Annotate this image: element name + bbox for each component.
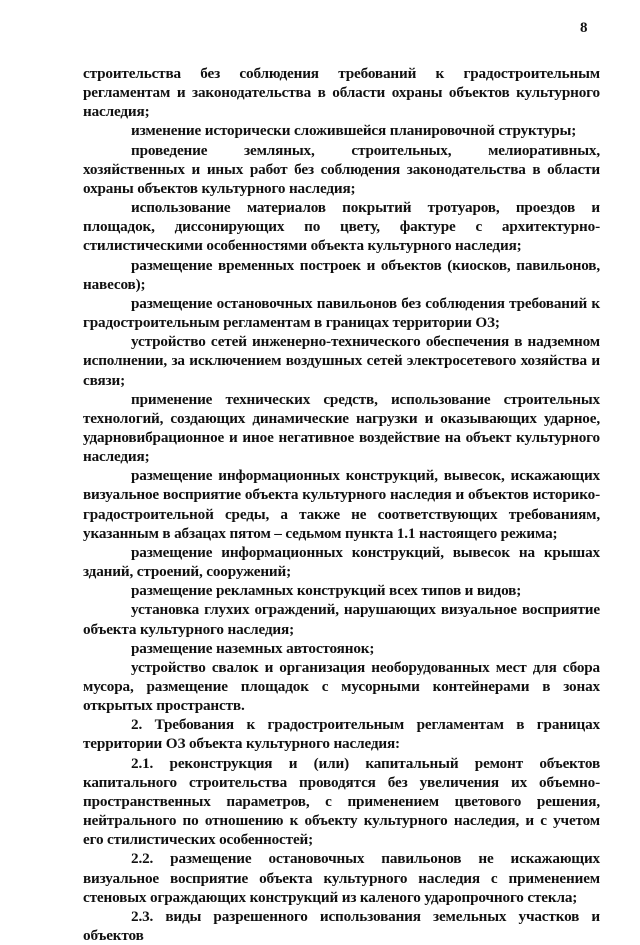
paragraph: размещение информационных конструкций, вывесок на крышах зданий, строений, сооружений; (83, 543, 600, 581)
page-number: 8 (580, 20, 588, 36)
paragraph: размещение информационных конструкций, вывесок, искажающих визуальное восприятие объекта культурного наследия и объектов историко-градостроительной среды, а также не соответствующих требованиям, указанным в абзацах пятом – седьмом пункта 1.1 настоящего режима; (83, 467, 600, 542)
paragraph: изменение исторически сложившейся планировочной структуры; (131, 122, 577, 140)
paragraph: строительства без соблюдения требований к градостроительным регламентам и законодательства в области охраны объектов культурного наследия; (83, 65, 600, 121)
paragraph: 2. Требования к градостроительным регламентам в границах территории ОЗ объекта культурного наследия: (83, 716, 600, 753)
paragraph: 2.3. виды разрешенного использования земельных участков и объектов (83, 907, 600, 945)
paragraph: устройство свалок и организация необорудованных мест для сбора мусора, размещение площадок с мусорными контейнерами в зонах открытых пространств. (83, 658, 600, 715)
paragraph: размещение временных построек и объектов (киосков, павильонов, навесов); (83, 256, 600, 293)
document-body (83, 64, 600, 945)
paragraph: устройство сетей инженерно-технического обеспечения в надземном исполнении, за исключением воздушных сетей электросетевого хозяйства и связи; (83, 333, 600, 389)
paragraph: размещение наземных автостоянок; (131, 639, 375, 657)
paragraph: 2.1. реконструкция и (или) капитальный ремонт объектов капитального строительства проводятся без увеличения их объемно-пространственных параметров, с применением цветового решения, нейтрального по отношению к объекту культурного наследия, и с учетом его стилистических особенностей; (83, 754, 600, 849)
paragraph: размещение рекламных конструкций всех типов и видов; (131, 582, 522, 600)
paragraph: установка глухих ограждений, нарушающих визуальное восприятие объекта культурного наследия; (83, 601, 600, 638)
paragraph: проведение земляных, строительных, мелиоративных, хозяйственных и иных работ без соблюдения законодательства в области охраны объектов культурного наследия; (83, 141, 600, 197)
paragraph: размещение остановочных павильонов без соблюдения требований к градостроительным регламентам в границах территории ОЗ; (83, 294, 600, 332)
paragraph: применение технических средств, использование строительных технологий, создающих динамические нагрузки и оказывающих ударное, ударновибрационное и иное негативное воздействие на объект культурного наследия; (83, 390, 600, 466)
paragraph: использование материалов покрытий тротуаров, проездов и площадок, диссонирующих по цвету, фактуре с архитектурно-стилистическими особенностями объекта культурного наследия; (83, 199, 600, 255)
paragraph: 2.2. размещение остановочных павильонов не искажающих визуальное восприятие объекта культурного наследия с применением стеновых ограждающих конструкций из каленого ударопрочного стекла; (83, 850, 600, 906)
